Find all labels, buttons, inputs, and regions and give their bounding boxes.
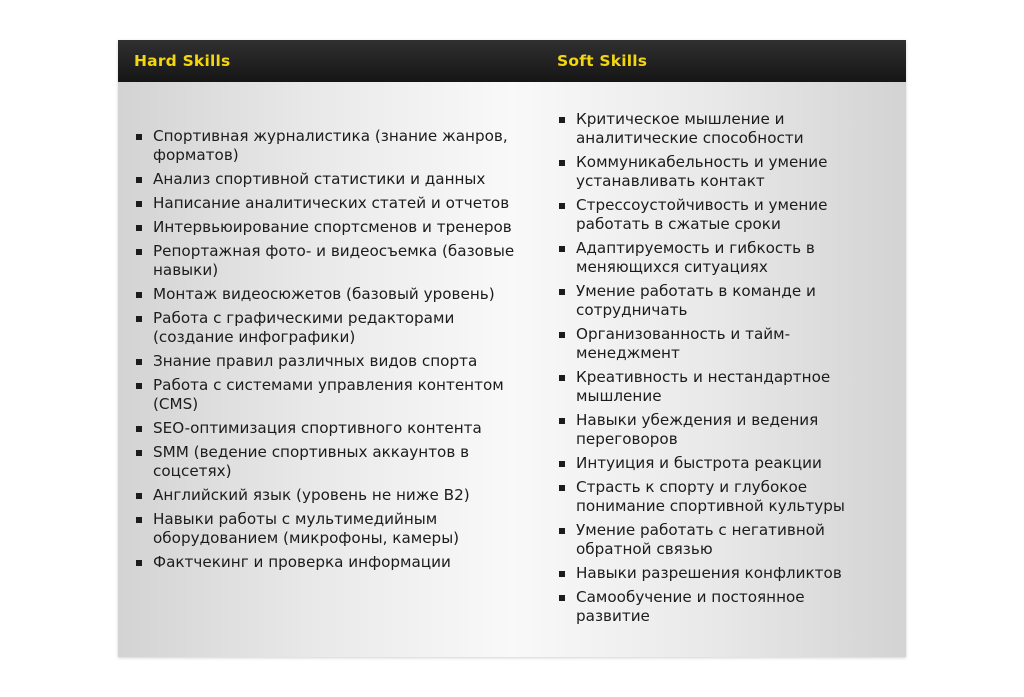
soft-skill-item bbox=[558, 454, 858, 473]
hard-skill-item-text: Работа с системами управления контентом (CMS) bbox=[153, 376, 504, 413]
soft-skill-item-text: Умение работать в команде и сотрудничать bbox=[576, 282, 816, 319]
hard-skill-item-text: Знание правил различных видов спорта bbox=[153, 352, 478, 370]
soft-skills-heading: Soft Skills bbox=[557, 52, 648, 70]
soft-skill-item-text: Интуиция и быстрота реакции bbox=[576, 454, 822, 472]
hard-skill-item bbox=[135, 218, 515, 237]
hard-skill-item-text: Спортивная журналистика (знание жанров, форматов) bbox=[153, 127, 508, 164]
hard-skill-item bbox=[135, 443, 515, 481]
soft-skill-item-text: Организованность и тайм-менеджмент bbox=[576, 325, 791, 362]
hard-skill-item-text: Монтаж видеосюжетов (базовый уровень) bbox=[153, 285, 495, 303]
square-bullet-icon bbox=[136, 249, 142, 255]
square-bullet-icon bbox=[136, 383, 142, 389]
hard-skill-item bbox=[135, 242, 515, 280]
square-bullet-icon bbox=[559, 117, 565, 123]
square-bullet-icon bbox=[136, 450, 142, 456]
hard-skill-item-text: Навыки работы с мультимедийным оборудованием (микрофоны, камеры) bbox=[153, 510, 460, 547]
square-bullet-icon bbox=[136, 493, 142, 499]
hard-skill-item-text: Анализ спортивной статистики и данных bbox=[153, 170, 486, 188]
soft-skills-list bbox=[558, 110, 858, 631]
soft-skill-item-text: Адаптируемость и гибкость в меняющихся ситуациях bbox=[576, 239, 815, 276]
skills-table bbox=[118, 40, 906, 657]
hard-skill-item bbox=[135, 553, 515, 572]
square-bullet-icon bbox=[136, 225, 142, 231]
square-bullet-icon bbox=[559, 289, 565, 295]
hard-skill-item-text: Репортажная фото- и видеосъемка (базовые навыки) bbox=[153, 242, 515, 279]
hard-skill-item bbox=[135, 352, 515, 371]
square-bullet-icon bbox=[136, 316, 142, 322]
soft-skill-item-text: Страсть к спорту и глубокое понимание спортивной культуры bbox=[576, 478, 845, 515]
hard-skills-list bbox=[135, 127, 515, 577]
square-bullet-icon bbox=[559, 246, 565, 252]
soft-skill-item bbox=[558, 411, 858, 449]
hard-skill-item bbox=[135, 285, 515, 304]
soft-skill-item bbox=[558, 521, 858, 559]
square-bullet-icon bbox=[559, 160, 565, 166]
hard-skill-item bbox=[135, 376, 515, 414]
square-bullet-icon bbox=[559, 571, 565, 577]
soft-skill-item bbox=[558, 325, 858, 363]
square-bullet-icon bbox=[559, 595, 565, 601]
hard-skill-item bbox=[135, 309, 515, 347]
hard-skill-item-text: Фактчекинг и проверка информации bbox=[153, 553, 451, 571]
soft-skill-item bbox=[558, 110, 858, 148]
hard-skill-item bbox=[135, 510, 515, 548]
square-bullet-icon bbox=[559, 418, 565, 424]
soft-skill-item bbox=[558, 564, 858, 583]
square-bullet-icon bbox=[559, 375, 565, 381]
soft-skill-item-text: Навыки убеждения и ведения переговоров bbox=[576, 411, 819, 448]
hard-skill-item-text: SEO-оптимизация спортивного контента bbox=[153, 419, 482, 437]
soft-skill-item bbox=[558, 588, 858, 626]
soft-skill-item bbox=[558, 153, 858, 191]
soft-skill-item-text: Коммуникабельность и умение устанавливать контакт bbox=[576, 153, 828, 190]
square-bullet-icon bbox=[136, 426, 142, 432]
square-bullet-icon bbox=[136, 177, 142, 183]
square-bullet-icon bbox=[136, 517, 142, 523]
square-bullet-icon bbox=[559, 461, 565, 467]
square-bullet-icon bbox=[136, 359, 142, 365]
hard-skill-item bbox=[135, 170, 515, 189]
square-bullet-icon bbox=[559, 332, 565, 338]
soft-skill-item bbox=[558, 368, 858, 406]
soft-skill-item-text: Навыки разрешения конфликтов bbox=[576, 564, 842, 582]
hard-skill-item bbox=[135, 194, 515, 213]
hard-skill-item bbox=[135, 127, 515, 165]
soft-skill-item-text: Критическое мышление и аналитические способности bbox=[576, 110, 804, 147]
square-bullet-icon bbox=[136, 201, 142, 207]
hard-skill-item-text: Работа с графическими редакторами (создание инфографики) bbox=[153, 309, 455, 346]
soft-skill-item bbox=[558, 239, 858, 277]
soft-skill-item-text: Стрессоустойчивость и умение работать в сжатые сроки bbox=[576, 196, 828, 233]
square-bullet-icon bbox=[136, 292, 142, 298]
soft-skill-item bbox=[558, 196, 858, 234]
soft-skill-item bbox=[558, 282, 858, 320]
table-header bbox=[118, 40, 906, 82]
square-bullet-icon bbox=[559, 203, 565, 209]
soft-skill-item-text: Умение работать с негативной обратной связью bbox=[576, 521, 825, 558]
square-bullet-icon bbox=[136, 560, 142, 566]
hard-skills-heading: Hard Skills bbox=[134, 52, 231, 70]
square-bullet-icon bbox=[559, 528, 565, 534]
hard-skill-item-text: Интервьюирование спортсменов и тренеров bbox=[153, 218, 512, 236]
hard-skill-item-text: Английский язык (уровень не ниже B2) bbox=[153, 486, 470, 504]
hard-skill-item bbox=[135, 486, 515, 505]
hard-skill-item-text: SMM (ведение спортивных аккаунтов в соцсетях) bbox=[153, 443, 470, 480]
soft-skill-item-text: Креативность и нестандартное мышление bbox=[576, 368, 831, 405]
soft-skill-item-text: Самообучение и постоянное развитие bbox=[576, 588, 805, 625]
square-bullet-icon bbox=[136, 134, 142, 140]
square-bullet-icon bbox=[559, 485, 565, 491]
hard-skill-item-text: Написание аналитических статей и отчетов bbox=[153, 194, 510, 212]
hard-skill-item bbox=[135, 419, 515, 438]
soft-skill-item bbox=[558, 478, 858, 516]
